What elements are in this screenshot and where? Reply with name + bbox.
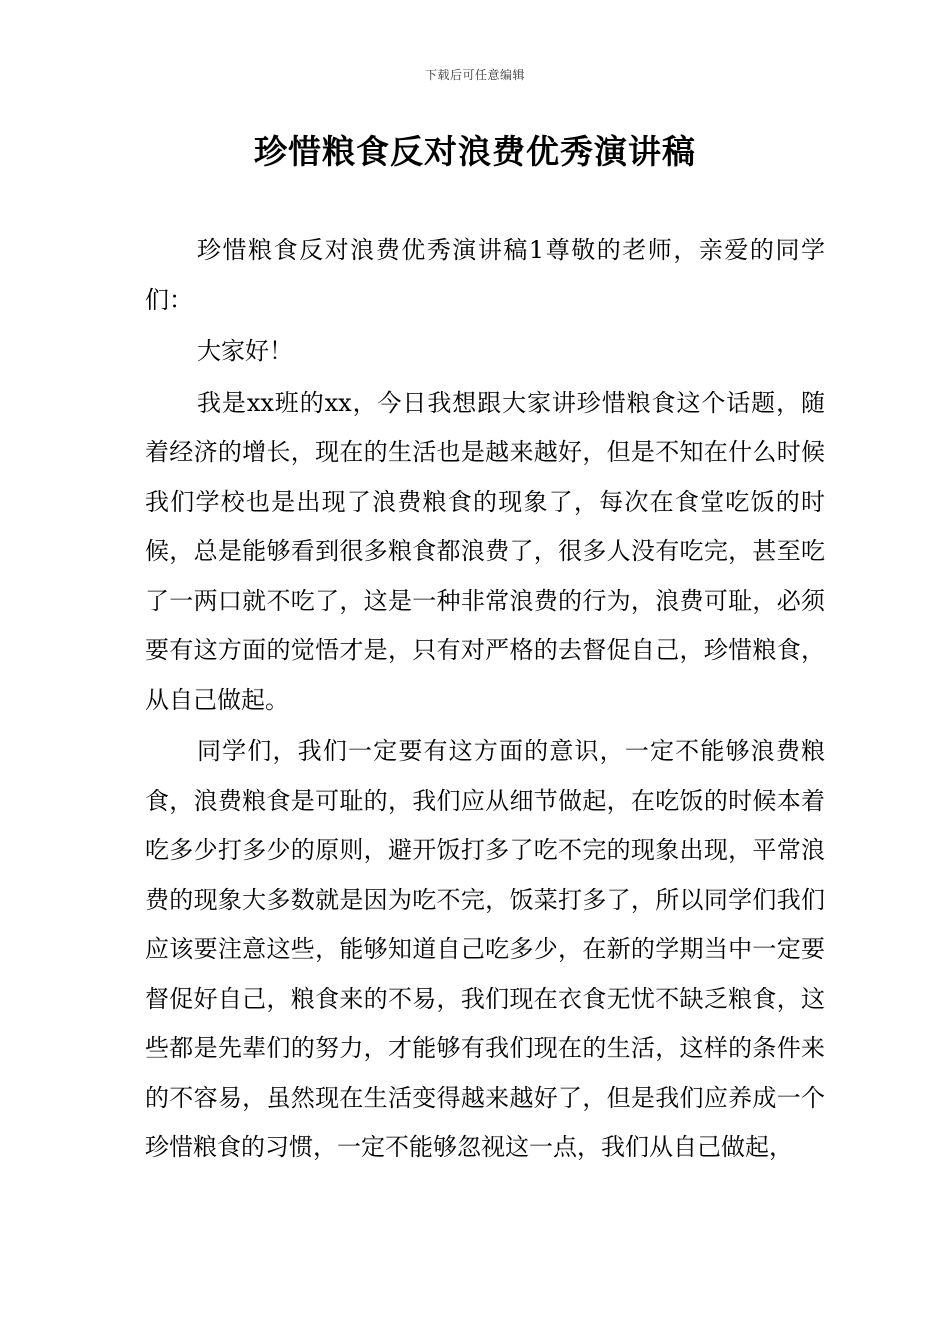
paragraph-2: 大家好！ <box>197 337 293 365</box>
paragraph-3: 我是xx班的xx，今日我想跟大家讲珍惜粮食这个话题，随着经济的增长，现在的生活也是越来越好，但是不知在什么时候我们学校也是出现了浪费粮食的现象了，每次在食堂吃饭的时候，总是能够看到很多粮食都浪费了，很多人没有吃完，甚至吃了一两口就不吃了，这是一种非常浪费的行为，浪费可耻，必须要有这方面的觉悟才是，只有对严格的去督促自己，珍惜粮食，从自己做起。 <box>145 388 825 714</box>
paragraph-1: 珍惜粮食反对浪费优秀演讲稿1尊敬的老师，亲爱的同学们： <box>145 236 825 314</box>
document-title: 珍惜粮食反对浪费优秀演讲稿 <box>254 132 696 171</box>
paragraph-4: 同学们，我们一定要有这方面的意识，一定不能够浪费粮食，浪费粮食是可耻的，我们应从细节做起，在吃饭的时候本着吃多少打多少的原则，避开饭打多了吃不完的现象出现，平常浪费的现象大多数就是因为吃不完，饭菜打多了，所以同学们我们应该要注意这些，能够知道自己吃多少，在新的学期当中一定要督促好自己，粮食来的不易，我们现在衣食无忧不缺乏粮食，这些都是先辈们的努力，才能够有我们现在的生活，这样的条件来的不容易，虽然现在生活变得越来越好了，但是我们应养成一个珍惜粮食的习惯，一定不能够忽视这一点，我们从自己做起， <box>145 737 825 1161</box>
header-note: 下载后可任意编辑 <box>424 68 525 82</box>
document-body <box>145 226 825 1175</box>
